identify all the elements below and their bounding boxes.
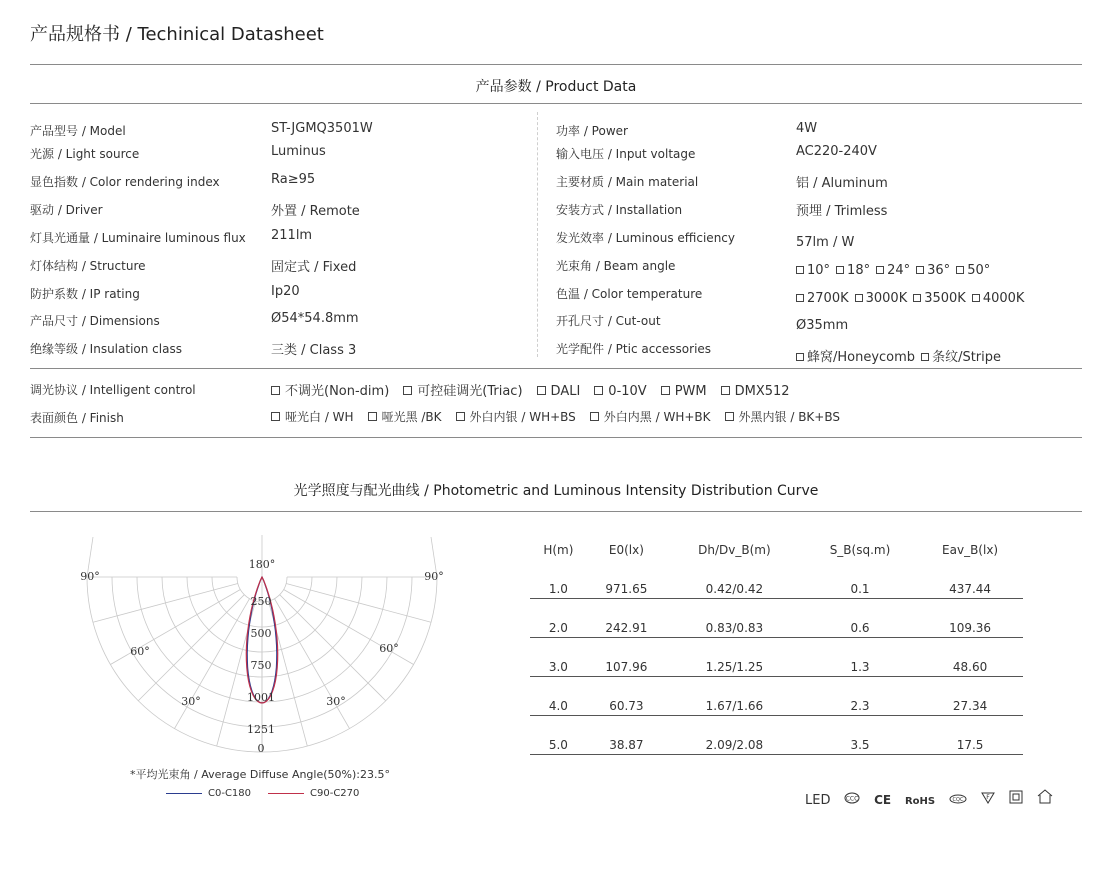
table-cell: 1.25/1.25 (666, 638, 803, 677)
angle-label-180: 180° (248, 558, 276, 571)
table-row (530, 560, 1023, 599)
table-header-row (530, 540, 1023, 560)
table-cell: 17.5 (917, 716, 1023, 755)
polar-distribution-diagram (60, 535, 480, 765)
table-cell: 27.34 (917, 677, 1023, 716)
param-label: 光源 / Light source (30, 147, 140, 161)
param-value: AC220-240V (796, 144, 877, 159)
svg-text:CCC: CCC (846, 795, 859, 803)
option-label: 4000K (982, 291, 1025, 306)
checkbox-icon[interactable] (796, 266, 804, 274)
option-label: 3500K (924, 291, 966, 306)
column-header: Eav_B(lx) (942, 543, 999, 557)
table-cell: 971.65 (587, 560, 666, 599)
option-item[interactable] (271, 380, 389, 399)
option-item[interactable] (590, 408, 711, 425)
photometric-table (530, 540, 1023, 755)
option-label: DALI (550, 384, 581, 399)
option-label: 10° (807, 263, 831, 278)
option-label: 24° (887, 263, 911, 278)
param-value: 三类 / Class 3 (271, 343, 357, 358)
checkbox-icon[interactable] (876, 266, 884, 274)
grid-spoke (175, 599, 250, 729)
table-row (530, 599, 1023, 638)
option-item[interactable] (916, 263, 950, 278)
param-value: 预埋 / Trimless (796, 204, 888, 219)
column-header: Dh/Dv_B(m) (698, 543, 771, 557)
divider (30, 511, 1082, 512)
checkbox-icon[interactable] (456, 412, 465, 421)
param-value: 211lm (271, 228, 313, 243)
param-label: 光学配件 / Ptic accessories (556, 342, 712, 356)
param-value: Ra≥95 (271, 172, 316, 187)
certifications (805, 788, 1064, 808)
legend-line (268, 793, 304, 794)
param-value: 外置 / Remote (271, 204, 360, 219)
option-item[interactable] (271, 408, 354, 425)
checkbox-icon[interactable] (537, 386, 546, 395)
checkbox-icon[interactable] (271, 412, 280, 421)
option-label: 哑光黑 /BK (381, 410, 442, 424)
angle-label-90-right: 90° (424, 570, 444, 583)
param-label: 产品尺寸 / Dimensions (30, 314, 160, 328)
control-label: 调光协议 / Intelligent control (30, 383, 196, 397)
table-cell: 242.91 (587, 599, 666, 638)
table-cell: 2.0 (530, 599, 587, 638)
option-item[interactable] (403, 380, 522, 399)
table-cell: 1.0 (530, 560, 587, 599)
option-item[interactable] (725, 408, 840, 425)
control-options (271, 380, 804, 399)
param-label: 光束角 / Beam angle (556, 259, 676, 273)
divider (30, 437, 1082, 438)
option-item[interactable] (721, 384, 790, 399)
checkbox-icon[interactable] (590, 412, 599, 421)
ccc-mark-icon (844, 792, 860, 807)
svg-text:CQC: CQC (952, 797, 964, 803)
page-title: 产品规格书 / Techinical Datasheet (30, 24, 324, 45)
legend-label: C90-C270 (310, 788, 360, 799)
param-label: 安装方式 / Installation (556, 203, 683, 217)
param-label: 功率 / Power (556, 124, 628, 138)
option-item[interactable] (796, 346, 915, 365)
table-cell: 60.73 (587, 677, 666, 716)
param-label: 主要材质 / Main material (556, 175, 699, 189)
option-item[interactable] (537, 384, 581, 399)
param-label: 发光效率 / Luminous efficiency (556, 231, 735, 245)
param-value (796, 291, 1030, 306)
param-value (796, 346, 1007, 365)
checkbox-icon[interactable] (956, 266, 964, 274)
param-label: 绝缘等级 / Insulation class (30, 342, 182, 356)
param-value: ST-JGMQ3501W (271, 121, 373, 136)
checkbox-icon[interactable] (725, 412, 734, 421)
option-label: 蜂窝/Honeycomb (807, 350, 916, 365)
column-header: E0(lx) (608, 543, 644, 557)
svg-text:F: F (986, 794, 990, 801)
grid-spoke (138, 595, 244, 701)
angle-label-30-right: 30° (326, 695, 346, 708)
option-label: PWM (674, 384, 707, 399)
option-label: 36° (927, 263, 951, 278)
param-value (796, 263, 996, 278)
checkbox-icon[interactable] (855, 294, 863, 302)
grid-spoke (280, 595, 386, 701)
option-item[interactable] (956, 263, 990, 278)
checkbox-icon[interactable] (796, 353, 804, 361)
table-cell: 0.1 (803, 560, 917, 599)
param-value: Ø54*54.8mm (271, 311, 359, 326)
param-value: 57lm / W (796, 235, 855, 250)
table-cell: 107.96 (587, 638, 666, 677)
radial-label: 1001 (247, 691, 275, 704)
option-label: 3000K (865, 291, 908, 306)
param-label: 开孔尺寸 / Cut-out (556, 314, 661, 328)
table-cell: 1.67/1.66 (666, 677, 803, 716)
option-label: 条纹/Stripe (932, 350, 1001, 365)
legend-c90 (268, 788, 359, 799)
option-label: 外黑内银 / BK+BS (738, 410, 840, 424)
angle-label-60-left: 60° (130, 645, 150, 658)
option-label: 2700K (807, 291, 849, 306)
param-value: 4W (796, 121, 818, 136)
param-label: 驱动 / Driver (30, 203, 103, 217)
option-item[interactable] (456, 408, 576, 425)
param-label: 防护系数 / IP rating (30, 287, 140, 301)
param-label: 灯体结构 / Structure (30, 259, 146, 273)
option-item[interactable] (594, 384, 646, 399)
option-label: 哑光白 / WH (285, 410, 354, 424)
checkbox-icon[interactable] (916, 266, 924, 274)
option-label: 可控硅调光(Triac) (417, 384, 523, 399)
table-cell: 3.5 (803, 716, 917, 755)
radial-label: 500 (250, 627, 272, 640)
checkbox-icon[interactable] (796, 294, 804, 302)
option-item[interactable] (876, 263, 910, 278)
checkbox-icon[interactable] (972, 294, 980, 302)
option-item[interactable] (913, 291, 966, 306)
cqc-mark-icon (949, 793, 967, 807)
legend-c0 (166, 788, 251, 799)
legend-line (166, 793, 202, 794)
checkbox-icon[interactable] (368, 412, 377, 421)
option-item[interactable] (855, 291, 908, 306)
param-label: 输入电压 / Input voltage (556, 147, 696, 161)
param-value: Luminus (271, 144, 326, 159)
table-row (530, 716, 1023, 755)
option-label: 外白内银 / WH+BS (469, 410, 576, 424)
radial-label: 750 (250, 659, 272, 672)
param-value: Ip20 (271, 284, 300, 299)
table-cell: 0.42/0.42 (666, 560, 803, 599)
option-label: 18° (847, 263, 871, 278)
checkbox-icon[interactable] (661, 386, 670, 395)
checkbox-icon[interactable] (403, 386, 412, 395)
table-cell: 2.09/2.08 (666, 716, 803, 755)
table-cell: 5.0 (530, 716, 587, 755)
product-data-heading: 产品参数 / Product Data (475, 79, 637, 95)
table-cell: 3.0 (530, 638, 587, 677)
beam-angle-note: *平均光束角 / Average Diffuse Angle(50%):23.5° (130, 768, 390, 781)
angle-label-60-right: 60° (379, 642, 399, 655)
divider (30, 103, 1082, 104)
finish-label: 表面颜色 / Finish (30, 411, 124, 425)
option-label: 50° (967, 263, 991, 278)
param-value: Ø35mm (796, 318, 849, 333)
checkbox-icon[interactable] (836, 266, 844, 274)
param-label: 色温 / Color temperature (556, 287, 703, 301)
option-item[interactable] (921, 346, 1001, 365)
param-value: 固定式 / Fixed (271, 260, 357, 275)
checkbox-icon[interactable] (721, 386, 730, 395)
param-value: 铝 / Aluminum (796, 176, 888, 191)
divider (30, 368, 1082, 369)
option-item[interactable] (972, 291, 1025, 306)
table-row (530, 677, 1023, 716)
angle-label-30-left: 30° (181, 695, 201, 708)
param-label: 灯具光通量 / Luminaire luminous flux (30, 231, 246, 245)
option-label: 0-10V (608, 384, 647, 399)
checkbox-icon[interactable] (594, 386, 603, 395)
column-header: S_B(sq.m) (829, 543, 891, 557)
ce-mark: CE (874, 793, 892, 807)
table-row (530, 638, 1023, 677)
table-cell: 0.83/0.83 (666, 599, 803, 638)
option-item[interactable] (796, 263, 830, 278)
table-cell: 1.3 (803, 638, 917, 677)
finish-options (271, 408, 854, 425)
option-item[interactable] (368, 408, 442, 425)
checkbox-icon[interactable] (921, 353, 929, 361)
indoor-use-icon (1036, 788, 1054, 807)
option-item[interactable] (796, 291, 849, 306)
divider (30, 64, 1082, 65)
led-mark: LED (805, 793, 831, 808)
radial-label: 1251 (247, 723, 275, 736)
legend-label: C0-C180 (208, 788, 252, 799)
table-cell: 4.0 (530, 677, 587, 716)
column-divider (537, 112, 539, 357)
checkbox-icon[interactable] (913, 294, 921, 302)
param-label: 显色指数 / Color rendering index (30, 175, 220, 189)
double-insulation-icon (1009, 790, 1023, 807)
table-cell: 38.87 (587, 716, 666, 755)
checkbox-icon[interactable] (271, 386, 280, 395)
option-item[interactable] (661, 384, 707, 399)
table-cell: 2.3 (803, 677, 917, 716)
table-cell: 437.44 (917, 560, 1023, 599)
photometric-heading: 光学照度与配光曲线 / Photometric and Luminous Intensity Distribution Curve (293, 483, 819, 499)
grid-spoke (93, 583, 238, 622)
radial-label: 250 (250, 595, 272, 608)
option-label: 不调光(Non-dim) (285, 384, 390, 399)
table-cell: 0.6 (803, 599, 917, 638)
option-label: DMX512 (734, 384, 790, 399)
angle-label-0: 0 (257, 742, 265, 755)
param-label: 产品型号 / Model (30, 124, 126, 138)
angle-label-90-left: 90° (80, 570, 100, 583)
table-cell: 48.60 (917, 638, 1023, 677)
grid-spoke (275, 599, 350, 729)
grid-spoke (286, 583, 431, 622)
table-cell: 109.36 (917, 599, 1023, 638)
f-mark-icon (981, 792, 995, 807)
column-header: H(m) (543, 543, 574, 557)
rohs-mark: RoHS (904, 796, 936, 807)
option-item[interactable] (836, 263, 870, 278)
option-label: 外白内黑 / WH+BK (603, 410, 711, 424)
